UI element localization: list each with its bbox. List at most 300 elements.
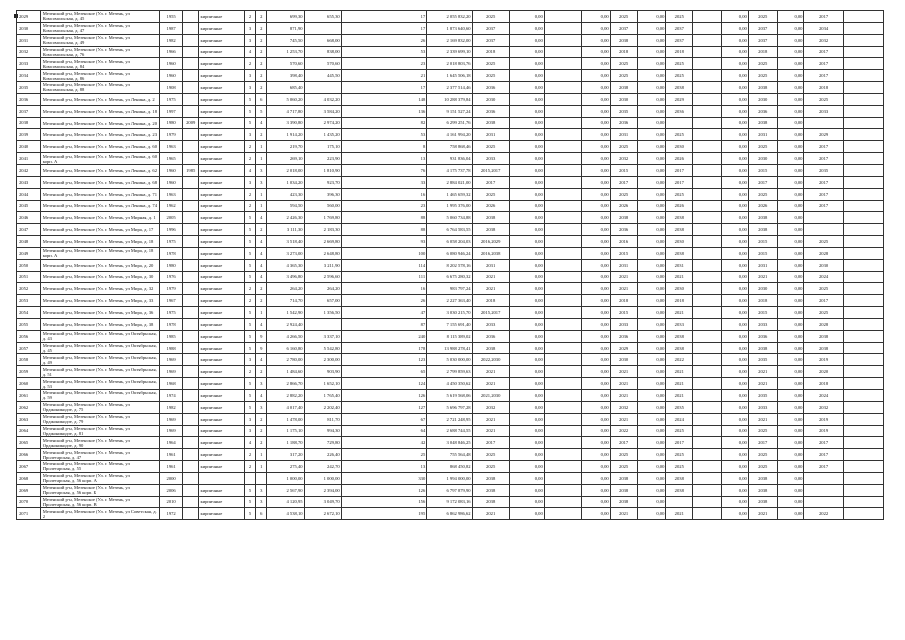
entrances-cell: 1	[256, 153, 267, 165]
row-id-cell: 2044	[17, 188, 41, 200]
blank-cell	[544, 461, 581, 473]
year-c-cell: 2033	[748, 318, 777, 330]
year-b-cell: 2033	[666, 318, 693, 330]
blank-cell	[843, 105, 883, 117]
cost-cell: 5 030 000,00	[427, 354, 472, 366]
year-c-cell: 2036	[748, 105, 777, 117]
value-a-cell: 0,00	[509, 318, 544, 330]
blank-cell	[544, 390, 581, 402]
value-c-cell: 0,00	[637, 259, 666, 271]
blank-cell	[693, 508, 722, 520]
blank-cell	[693, 342, 722, 354]
blank-cell	[693, 22, 722, 34]
value-d-cell: 0,00	[722, 425, 749, 437]
residents-cell: 21	[341, 70, 427, 82]
value-e-cell: 0,00	[777, 34, 804, 46]
entrances-cell: 3	[256, 401, 267, 413]
cost-cell: 10 288 379,84	[427, 93, 472, 105]
cost-cell: 4 175 737,78	[427, 164, 472, 176]
year-built-cell: 1982	[160, 401, 183, 413]
address-cell: Мезенский р-н, Мезенское (Ул. г. Мезень, ул Мира, д. 32	[40, 283, 160, 295]
wall-material-cell: кирпичные	[199, 129, 244, 141]
floors-cell	[244, 472, 255, 484]
floors-cell: 5	[244, 259, 255, 271]
value-e-cell: 0,00	[777, 129, 804, 141]
year-built-cell: 1960	[160, 164, 183, 176]
year-c-cell: 2031	[748, 129, 777, 141]
row-id-cell: 2047	[17, 224, 41, 236]
living-area-cell: 668,00	[304, 34, 341, 46]
value-c-cell: 0,00	[637, 34, 666, 46]
year-renovated-cell	[182, 390, 198, 402]
value-a-cell: 0,00	[509, 342, 544, 354]
value-b-cell: 0,00	[581, 354, 610, 366]
blank-cell	[693, 378, 722, 390]
value-e-cell: 0,00	[777, 141, 804, 153]
total-area-cell: 1 188,70	[267, 437, 304, 449]
value-b-cell: 0,00	[581, 153, 610, 165]
cost-cell: 4 161 994,20	[427, 129, 472, 141]
value-b-cell: 0,00	[581, 413, 610, 425]
year-built-cell: 1987	[160, 22, 183, 34]
year-built-cell: 1978	[160, 318, 183, 330]
year-b-cell: 2025	[666, 129, 693, 141]
cost-cell: 5 619 568,06	[427, 390, 472, 402]
table-row	[17, 259, 884, 271]
value-b-cell: 0,00	[581, 342, 610, 354]
blank-cell	[843, 508, 883, 520]
year-renovated-cell	[182, 318, 198, 330]
table-row	[17, 484, 884, 496]
value-c-cell: 0,00	[637, 484, 666, 496]
blank-cell	[843, 472, 883, 484]
value-d-cell: 0,00	[722, 307, 749, 319]
floors-cell: 5	[244, 318, 255, 330]
address-cell: Мезенский р-н, Мезенское (Ул. г. Мезень, ул Комсомольская, д. 84	[40, 58, 160, 70]
year-a-cell: 2030	[610, 93, 637, 105]
residents-cell: 126	[341, 390, 427, 402]
table-row	[17, 188, 884, 200]
wall-material-cell: кирпичные	[199, 141, 244, 153]
plan-year-cell: 2021	[472, 413, 509, 425]
living-area-cell	[304, 82, 341, 94]
cost-cell: 2 055 832,20	[427, 11, 472, 23]
year-d-cell: 2017	[804, 461, 843, 473]
total-area-cell: 264,20	[267, 283, 304, 295]
value-c-cell: 0,00	[637, 271, 666, 283]
plan-year-cell: 2025	[472, 58, 509, 70]
wall-material-cell: кирпичные	[199, 224, 244, 236]
blank-cell	[693, 58, 722, 70]
total-area-cell: 5 060,20	[267, 93, 304, 105]
row-id-cell: 2068	[17, 472, 41, 484]
cost-cell: 13 988 278,41	[427, 342, 472, 354]
total-area-cell: 1 542,90	[267, 307, 304, 319]
value-a-cell: 0,00	[509, 472, 544, 484]
table-row	[17, 164, 884, 176]
wall-material-cell: кирпичные	[199, 271, 244, 283]
blank-cell	[544, 330, 581, 342]
blank-cell	[843, 224, 883, 236]
year-a-cell: 2022	[610, 425, 637, 437]
living-area-cell: 657,00	[304, 295, 341, 307]
plan-year-cell: 2038	[472, 484, 509, 496]
value-a-cell: 0,00	[509, 11, 544, 23]
plan-year-cell: 2026	[472, 200, 509, 212]
value-a-cell: 0,00	[509, 283, 544, 295]
blank-cell	[544, 413, 581, 425]
residents-cell: 13	[341, 153, 427, 165]
year-built-cell: 1975	[160, 307, 183, 319]
value-a-cell: 0,00	[509, 247, 544, 259]
address-cell: Мезенский р-н, Мезенское (Ул. г. Мезень, ул Комсомольская, д. 45	[40, 11, 160, 23]
blank-cell	[843, 401, 883, 413]
value-e-cell: 0,00	[777, 390, 804, 402]
total-area-cell: 317,20	[267, 449, 304, 461]
year-c-cell: 2038	[748, 82, 777, 94]
value-d-cell: 0,00	[722, 437, 749, 449]
year-b-cell: 2024	[666, 413, 693, 425]
year-built-cell: 2000	[160, 472, 183, 484]
address-cell: Мезенский р-н, Мезенское (Ул. г. Мезень, ул Комсомольская, д. 76	[40, 46, 160, 58]
floors-cell: 3	[244, 129, 255, 141]
cost-cell: 4 450 350,62	[427, 378, 472, 390]
wall-material-cell: кирпичные	[199, 247, 244, 259]
value-b-cell: 0,00	[581, 449, 610, 461]
year-a-cell: 2021	[610, 378, 637, 390]
blank-cell	[843, 378, 883, 390]
wall-material-cell: кирпичные	[199, 449, 244, 461]
living-area-cell: 729,80	[304, 437, 341, 449]
year-c-cell: 2038	[748, 212, 777, 224]
table-row	[17, 461, 884, 473]
entrances-cell: 4	[256, 390, 267, 402]
value-c-cell: 0,00	[637, 176, 666, 188]
wall-material-cell: кирпичные	[199, 200, 244, 212]
blank-cell	[544, 307, 581, 319]
blank-cell	[843, 425, 883, 437]
year-d-cell: 2018	[804, 378, 843, 390]
year-a-cell: 2038	[610, 472, 637, 484]
plan-year-cell: 2025	[472, 449, 509, 461]
residents-cell: 25	[341, 449, 427, 461]
value-e-cell: 0,00	[777, 354, 804, 366]
plan-year-cell: 2021,2030	[472, 390, 509, 402]
year-renovated-cell	[182, 46, 198, 58]
value-c-cell: 0,00	[637, 366, 666, 378]
living-area-cell: 2 300,00	[304, 354, 341, 366]
residents-cell: 53	[341, 129, 427, 141]
year-a-cell: 2026	[610, 200, 637, 212]
year-d-cell	[804, 212, 843, 224]
value-a-cell: 0,00	[509, 496, 544, 508]
year-c-cell: 2038	[748, 472, 777, 484]
value-d-cell: 0,00	[722, 82, 749, 94]
total-area-cell: 3 111,30	[267, 224, 304, 236]
value-e-cell: 0,00	[777, 212, 804, 224]
entrances-cell: 2	[256, 11, 267, 23]
row-id-cell: 2043	[17, 176, 41, 188]
address-cell: Мезенский р-н, Мезенское (Ул. г. Мезень, ул Пролетарская, д. 56 корп. В	[40, 496, 160, 508]
blank-cell	[544, 472, 581, 484]
living-area-cell: 226,40	[304, 449, 341, 461]
blank-cell	[693, 259, 722, 271]
value-a-cell: 0,00	[509, 164, 544, 176]
floors-cell: 2	[244, 141, 255, 153]
value-d-cell: 0,00	[722, 224, 749, 236]
year-d-cell	[804, 484, 843, 496]
value-e-cell: 0,00	[777, 259, 804, 271]
living-area-cell	[304, 22, 341, 34]
address-cell: Мезенский р-н, Мезенское (Ул. г. Мезень, ул Пролетарская, д. 55	[40, 461, 160, 473]
value-b-cell: 0,00	[581, 22, 610, 34]
value-e-cell: 0,00	[777, 188, 804, 200]
year-c-cell: 2021	[748, 413, 777, 425]
table-row	[17, 342, 884, 354]
year-renovated-cell	[182, 22, 198, 34]
row-id-cell: 2061	[17, 390, 41, 402]
residents-cell: 178	[341, 342, 427, 354]
year-c-cell: 2035	[748, 390, 777, 402]
wall-material-cell: кирпичные	[199, 34, 244, 46]
wall-material-cell	[199, 472, 244, 484]
value-b-cell: 0,00	[581, 188, 610, 200]
year-renovated-cell	[182, 484, 198, 496]
value-a-cell: 0,00	[509, 449, 544, 461]
year-built-cell: 1974	[160, 390, 183, 402]
cost-cell: 7 155 691,40	[427, 318, 472, 330]
total-area-cell: 714,70	[267, 295, 304, 307]
year-built-cell: 1978	[160, 247, 183, 259]
year-built-cell: 1969	[160, 354, 183, 366]
table-row	[17, 283, 884, 295]
wall-material-cell: кирпичные	[199, 366, 244, 378]
year-renovated-cell	[182, 153, 198, 165]
blank-cell	[843, 271, 883, 283]
value-b-cell: 0,00	[581, 401, 610, 413]
total-area-cell: 6 160,80	[267, 342, 304, 354]
table-row	[17, 224, 884, 236]
blank-cell	[843, 58, 883, 70]
year-b-cell: 2025	[666, 425, 693, 437]
total-area-cell: 2 780,00	[267, 354, 304, 366]
year-a-cell: 2032	[610, 153, 637, 165]
year-c-cell: 2015	[748, 236, 777, 248]
residents-cell: 67	[341, 413, 427, 425]
living-area-cell: 5 542,80	[304, 342, 341, 354]
living-area-cell: 2 202,40	[304, 401, 341, 413]
blank-cell	[544, 449, 581, 461]
year-a-cell: 2021	[610, 390, 637, 402]
blank-cell	[693, 141, 722, 153]
year-c-cell: 2018	[748, 295, 777, 307]
cost-cell: 3 048 846,25	[427, 437, 472, 449]
value-d-cell: 0,00	[722, 58, 749, 70]
row-id-cell: 2030	[17, 22, 41, 34]
cost-cell: 2 018 803,76	[427, 58, 472, 70]
year-c-cell: 2021	[748, 366, 777, 378]
cost-cell: 1 995 376,00	[427, 200, 472, 212]
floors-cell: 5	[244, 496, 255, 508]
blank-cell	[693, 224, 722, 236]
cost-cell: 758 868,46	[427, 141, 472, 153]
total-area-cell: 219,70	[267, 141, 304, 153]
value-e-cell: 0,00	[777, 437, 804, 449]
value-e-cell: 0,00	[777, 307, 804, 319]
living-area-cell: 4 032,20	[304, 93, 341, 105]
wall-material-cell: кирпичные	[199, 283, 244, 295]
address-cell: Мезенский р-н, Мезенское (Ул. г. Мезень, ул Орджоникидзе, д. 90	[40, 437, 160, 449]
table-row	[17, 390, 884, 402]
value-a-cell: 0,00	[509, 330, 544, 342]
year-d-cell: 2017	[804, 188, 843, 200]
value-b-cell: 0,00	[581, 117, 610, 129]
year-d-cell: 2028	[804, 247, 843, 259]
year-d-cell: 2038	[804, 330, 843, 342]
value-d-cell: 0,00	[722, 461, 749, 473]
blank-cell	[843, 117, 883, 129]
value-d-cell: 0,00	[722, 164, 749, 176]
year-b-cell: 2031	[666, 259, 693, 271]
total-area-cell: 4 365,30	[267, 259, 304, 271]
year-c-cell: 2025	[748, 141, 777, 153]
address-cell: Мезенский р-н, Мезенское (Ул. г. Мезень, ул Комсомольская, д. 49	[40, 34, 160, 46]
plan-year-cell: 2021	[472, 508, 509, 520]
year-renovated-cell	[182, 508, 198, 520]
year-a-cell: 2035	[610, 105, 637, 117]
entrances-cell: 2	[256, 22, 267, 34]
value-c-cell: 0,00	[637, 508, 666, 520]
value-a-cell: 0,00	[509, 236, 544, 248]
year-renovated-cell	[182, 141, 198, 153]
year-c-cell: 2021	[748, 508, 777, 520]
year-a-cell: 2038	[610, 82, 637, 94]
year-a-cell: 2025	[610, 461, 637, 473]
year-c-cell: 2017	[748, 437, 777, 449]
plan-year-cell: 2038	[472, 342, 509, 354]
value-c-cell: 0,00	[637, 153, 666, 165]
table-row	[17, 401, 884, 413]
blank-cell	[544, 105, 581, 117]
year-a-cell: 2016	[610, 236, 637, 248]
plan-year-cell: 2017	[472, 176, 509, 188]
year-d-cell: 2019	[804, 413, 843, 425]
value-e-cell: 0,00	[777, 105, 804, 117]
year-renovated-cell	[182, 330, 198, 342]
year-b-cell: 2037	[666, 34, 693, 46]
plan-year-cell: 2038	[472, 496, 509, 508]
wall-material-cell: кирпичные	[199, 188, 244, 200]
entrances-cell: 6	[256, 93, 267, 105]
entrances-cell	[256, 472, 267, 484]
blank-cell	[693, 461, 722, 473]
year-built-cell: 2006	[160, 484, 183, 496]
value-a-cell: 0,00	[509, 484, 544, 496]
cost-cell: 9 172 083,16	[427, 496, 472, 508]
floors-cell: 5	[244, 390, 255, 402]
value-e-cell: 0,00	[777, 46, 804, 58]
value-b-cell: 0,00	[581, 271, 610, 283]
year-b-cell: 2038	[666, 330, 693, 342]
year-c-cell: 2038	[748, 342, 777, 354]
year-b-cell: 2038	[666, 224, 693, 236]
blank-cell	[843, 70, 883, 82]
floors-cell: 5	[244, 117, 255, 129]
total-area-cell: 1 253,70	[267, 46, 304, 58]
value-b-cell: 0,00	[581, 247, 610, 259]
blank-cell	[544, 22, 581, 34]
value-d-cell: 0,00	[722, 449, 749, 461]
address-cell: Мезенский р-н, Мезенское (Ул. г. Мезень, ул Ленина, д. 20	[40, 117, 160, 129]
plan-year-cell: 2031	[472, 259, 509, 271]
address-cell: Мезенский р-н, Мезенское (Ул. г. Мезень, ул Ленина, д. 2	[40, 93, 160, 105]
value-b-cell: 0,00	[581, 461, 610, 473]
blank-cell	[843, 176, 883, 188]
cost-cell: 1 873 640,60	[427, 22, 472, 34]
blank-cell	[544, 212, 581, 224]
year-b-cell: 2025	[666, 58, 693, 70]
floors-cell: 4	[244, 437, 255, 449]
year-d-cell: 2017	[804, 70, 843, 82]
year-a-cell: 2031	[610, 129, 637, 141]
floors-cell: 5	[244, 378, 255, 390]
value-e-cell: 0,00	[777, 82, 804, 94]
year-renovated-cell	[182, 11, 198, 23]
residents-cell: 8	[341, 141, 427, 153]
total-area-cell: 4 017,40	[267, 401, 304, 413]
year-a-cell: 2015	[610, 247, 637, 259]
blank-cell	[843, 354, 883, 366]
table-body	[17, 11, 884, 520]
living-area-cell: 242,70	[304, 461, 341, 473]
value-a-cell: 0,00	[509, 378, 544, 390]
total-area-cell: 398,40	[267, 70, 304, 82]
value-e-cell: 0,00	[777, 176, 804, 188]
value-c-cell: 0,00	[637, 200, 666, 212]
blank-cell	[544, 93, 581, 105]
floors-cell: 2	[244, 153, 255, 165]
row-id-cell: 2035	[17, 82, 41, 94]
value-d-cell: 0,00	[722, 117, 749, 129]
year-a-cell: 2025	[610, 11, 637, 23]
value-d-cell: 0,00	[722, 472, 749, 484]
blank-cell	[693, 164, 722, 176]
value-c-cell: 0,00	[637, 283, 666, 295]
value-c-cell: 0,00	[637, 378, 666, 390]
wall-material-cell: кирпичные	[199, 461, 244, 473]
year-c-cell: 2025	[748, 449, 777, 461]
living-area-cell: 1 000,00	[304, 472, 341, 484]
total-area-cell: 3 273,00	[267, 247, 304, 259]
year-c-cell: 2021	[748, 378, 777, 390]
floors-cell: 3	[244, 82, 255, 94]
blank-cell	[843, 82, 883, 94]
value-d-cell: 0,00	[722, 401, 749, 413]
value-e-cell: 0,00	[777, 366, 804, 378]
table-row	[17, 70, 884, 82]
value-d-cell: 0,00	[722, 141, 749, 153]
year-renovated-cell	[182, 259, 198, 271]
entrances-cell: 2	[256, 34, 267, 46]
year-a-cell: 2017	[610, 176, 637, 188]
blank-cell	[693, 401, 722, 413]
residents-cell: 240	[341, 330, 427, 342]
value-d-cell: 0,00	[722, 378, 749, 390]
year-renovated-cell	[182, 70, 198, 82]
blank-cell	[693, 354, 722, 366]
living-area-cell: 2 669,80	[304, 236, 341, 248]
address-cell: Мезенский р-н, Мезенское (Ул. г. Мезень, ул Октябрьская, д. 53	[40, 378, 160, 390]
